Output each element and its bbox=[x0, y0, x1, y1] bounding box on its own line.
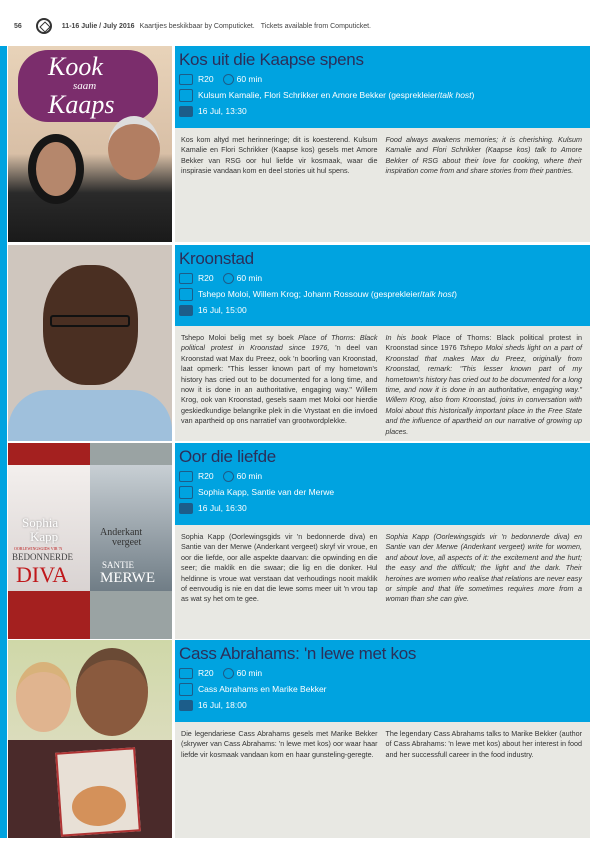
event-title: Oor die liefde bbox=[179, 447, 276, 466]
person-photo bbox=[16, 662, 71, 732]
event-title: Cass Abrahams: 'n lewe met kos bbox=[179, 644, 417, 663]
price: R20 bbox=[198, 668, 214, 678]
date-time: 16 Jul, 13:30 bbox=[198, 106, 247, 116]
duration: 60 min bbox=[236, 74, 263, 84]
event-image bbox=[8, 640, 172, 838]
description-af: Die legendariese Cass Abrahams gesels met Marike Bekker (skrywer van Cass Abrahams: 'n lewe met kos) oor waar haar liefde vir kosmaak vandaan kom en haar gunsteling-geregte. bbox=[181, 729, 378, 759]
event-kroonstad bbox=[8, 245, 590, 441]
ticket-icon bbox=[179, 668, 193, 679]
event-title: Kroonstad bbox=[179, 249, 254, 268]
festival-dates: 11-16 Julie / July 2016 bbox=[61, 22, 135, 30]
participants: Tshepo Moloi, Willem Krog; Johann Rossouw (gesprekleier/talk host) bbox=[198, 289, 457, 299]
clock-icon bbox=[223, 668, 234, 679]
page-header bbox=[14, 18, 371, 34]
event-image bbox=[8, 245, 172, 441]
event-oor-die-liefde bbox=[8, 443, 590, 639]
participants: Kulsum Kamalie, Flori Schrikker en Amore Bekker (gesprekleier/talk host) bbox=[198, 90, 475, 100]
description-en: The legendary Cass Abrahams talks to Marike Bekker (author of Cass Abrahams: 'n lewe met kos) about her interest in food and her successfull career in the food industry. bbox=[385, 729, 582, 759]
ticket-icon bbox=[179, 74, 193, 85]
calendar-icon bbox=[179, 700, 193, 711]
festival-logo-icon bbox=[36, 18, 52, 34]
page-number: 56 bbox=[14, 22, 22, 30]
calendar-icon bbox=[179, 503, 193, 514]
duration: 60 min bbox=[236, 668, 263, 678]
event-kos-uit-die-kaapse-spens bbox=[8, 46, 590, 242]
event-title: Kos uit die Kaapse spens bbox=[179, 50, 364, 69]
people-icon bbox=[179, 288, 193, 301]
description-af: Sophia Kapp (Oorlewingsgids vir 'n bedonnerde diva) en Santie van der Merwe (Anderkant vergeet) skryf vir vroue, en oor die liefde, oor alle aspekte daarvan: die opwinding en die seer; die maklik en die swaar; die lig en die donker. Hul heldinne is vroue wat verstaan dat verhoudings nooit maklik of eenvoudig is nie en dat die lewe soms meer uit 'n vrou tap as wat sy het om te gee. bbox=[181, 532, 378, 604]
duration: 60 min bbox=[236, 471, 263, 481]
cookbook bbox=[55, 747, 141, 836]
logo-text: Kaaps bbox=[48, 90, 115, 119]
book-cover-anderkant-vergeet: Anderkant vergeet SANTIE MERWE bbox=[90, 465, 172, 591]
side-strip bbox=[0, 46, 7, 838]
event-cass-abrahams bbox=[8, 640, 590, 838]
ticket-icon bbox=[179, 273, 193, 284]
clock-icon bbox=[223, 471, 234, 482]
clock-icon bbox=[223, 273, 234, 284]
calendar-icon bbox=[179, 106, 193, 117]
participants: Cass Abrahams en Marike Bekker bbox=[198, 684, 327, 694]
glasses bbox=[50, 315, 130, 327]
person-photo bbox=[108, 116, 160, 180]
book-cover-diva: Sophia Kapp OORLEWINGSGIDS VIR 'N BEDONNERDE DIVA bbox=[8, 465, 90, 591]
logo-text: Kook bbox=[48, 52, 103, 81]
tickets-af: Kaartjies beskikbaar by Computicket. bbox=[139, 22, 255, 30]
description-af: Tshepo Moloi belig met sy boek Place of Thorns: Black political protest in Kroonstad since 1976, 'n deel van Kroonstad wat Max du Preez, ook 'n boorling van Kroonstad, laat opmerk: "This lesser known part of my hometown's history has cried out to be documented for a long time, and now it is done in an authoritative, engaging way." Willem Krog, ook van Kroonstad, gesels saam met Moloi oor hierdie geskiedkundige belangrike plek in die Vrystaat en die invloed van apartheid op ons narratief van grootwordplekke. bbox=[181, 332, 378, 426]
description-af: Kos kom altyd met herinneringe; dit is koesterend. Kulsum Kamalie en Flori Schrikker (Kaapse kos) gesels met Amore Bekker van RSG oor hul liefde vir kosmaak, waar die inspirasie vandaan kom en deel stories uit hul spens. bbox=[181, 135, 378, 176]
event-image bbox=[8, 46, 172, 242]
date-time: 16 Jul, 15:00 bbox=[198, 305, 247, 315]
shirt bbox=[8, 390, 172, 441]
ticket-icon bbox=[179, 471, 193, 482]
price: R20 bbox=[198, 471, 214, 481]
duration: 60 min bbox=[236, 273, 263, 283]
price: R20 bbox=[198, 273, 214, 283]
person-photo bbox=[28, 134, 84, 204]
logo-text: saam bbox=[73, 80, 97, 92]
description-en: Sophia Kapp (Oorlewingsgids vir 'n bedonnerde diva) en Santie van der Merwe (Anderkant vergeet) write for women, and about love, all aspects of it: the excitement and the hurt; the easy and the difficult; the light and the dark. Their heroines are women who realise that relations are never easy or simple and that life sometimes requires more from a woman than she can give. bbox=[385, 532, 582, 604]
people-icon bbox=[179, 89, 193, 102]
person-photo bbox=[76, 648, 148, 736]
event-image bbox=[8, 443, 172, 639]
date-time: 16 Jul, 16:30 bbox=[198, 503, 247, 513]
people-icon bbox=[179, 486, 193, 499]
description-en: In his book Place of Thorns: Black political protest in Kroonstad since 1976 Tshepo Moloi sheds light on a part of Kroonstad that makes Max du Preez, originally from Kroonstad, remark: "This lesser known part of my hometown's history has cried out to be documented for a long time, and now it is done in an authoritative, engaging way." Willem Krog, also from Kroonstad, joins in conversation with Moloi about this historically important place in the Free State and the influence of apartheid on our narrative of growing up places. bbox=[385, 332, 582, 436]
tickets-en: Tickets available from Computicket. bbox=[260, 22, 371, 30]
people-icon bbox=[179, 683, 193, 696]
clock-icon bbox=[223, 74, 234, 85]
description-en: Food always awakens memories; it is cherishing. Kulsum Kamalie and Flori Schrikker (Kaapse kos) talk to Amore Bekker of RSG about their love for cooking, where their inspiration come from and share stories from their pantries. bbox=[385, 135, 582, 176]
calendar-icon bbox=[179, 305, 193, 316]
participants: Sophia Kapp, Santie van der Merwe bbox=[198, 487, 335, 497]
price: R20 bbox=[198, 74, 214, 84]
date-time: 16 Jul, 18:00 bbox=[198, 700, 247, 710]
